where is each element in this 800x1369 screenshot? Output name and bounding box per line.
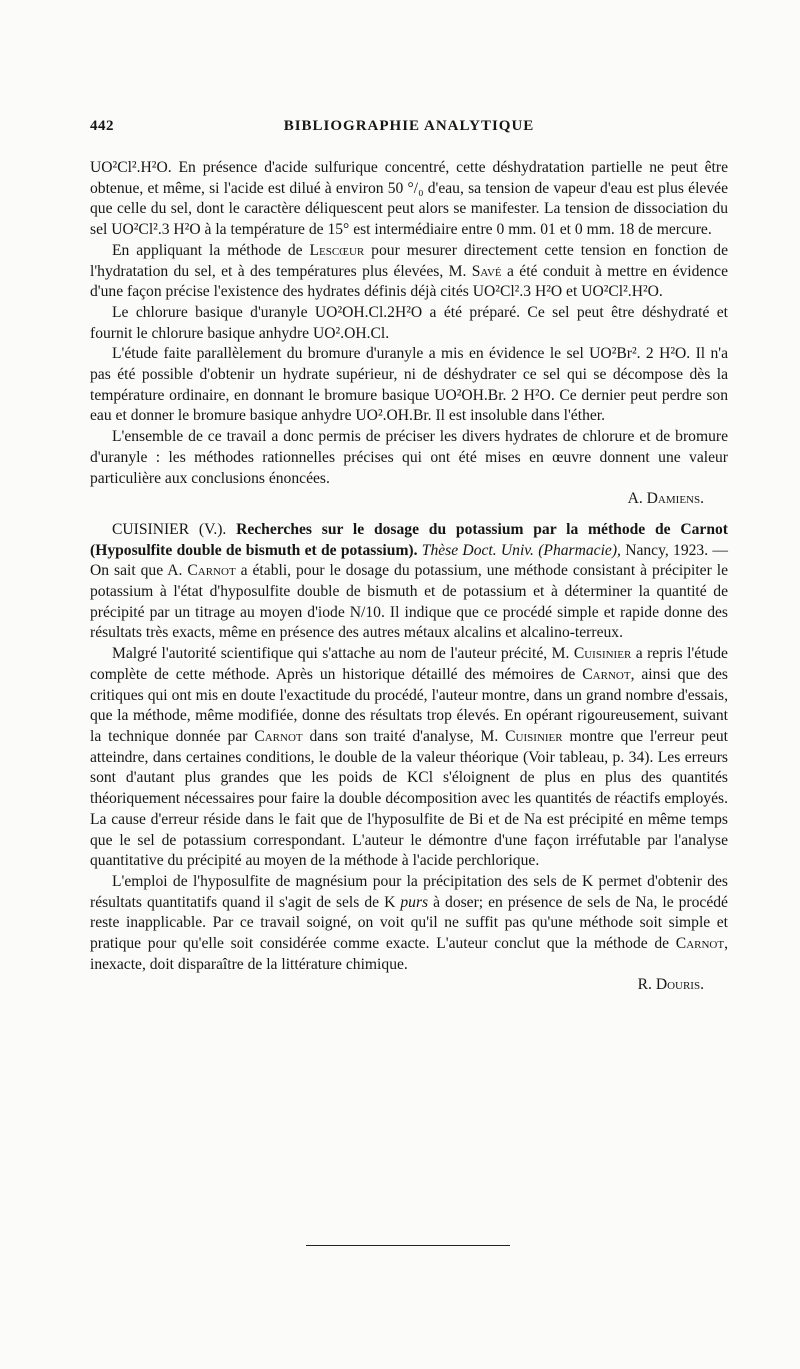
section-rule: [306, 1245, 510, 1246]
text-run: dans son traité d'analyse, M.: [302, 727, 506, 745]
paragraph: UO²Cl².H²O. En présence d'acide sulfurique concentré, cette déshydratation partielle ne peut être obtenue, et même, si l'acide est dilué à environ 50 °/₀ d'eau, sa tension de vapeur d'eau est plus élevée que celle du sel, dont le caractère déliquescent peut alors se manifester. La tension de dissociation du sel UO²Cl².3 H²O à la température de 15° est intermédiaire entre 0 mm. 01 et 0 mm. 18 de mercure.: [90, 159, 728, 239]
signature: A. Damiens.: [627, 490, 704, 508]
running-title: BIBLIOGRAPHIE ANALYTIQUE: [283, 118, 535, 134]
author-name: Carnot: [254, 727, 303, 745]
page-body: [90, 158, 728, 996]
page-header: [90, 118, 728, 140]
page-number: 442: [90, 118, 114, 134]
text-run: a été conduit à mettre en évidence d'une façon précise l'existence des hydrates définis déjà cités UO²Cl².3 H²O et UO²Cl².H²O.: [90, 262, 728, 301]
text-run: purs: [400, 893, 429, 911]
signature: R. Douris.: [637, 976, 704, 994]
paragraph: Le chlorure basique d'uranyle UO²OH.Cl.2H²O a été préparé. Ce sel peut être déshydraté et fournit le chlorure basique anhydre UO².OH.Cl.: [90, 303, 728, 342]
author-name: Lescœur: [309, 241, 365, 259]
paragraph: L'ensemble de ce travail a donc permis de préciser les divers hydrates de chlorure et de bromure d'uranyle : les méthodes rationnelles précises qui ont été mises en œuvre donnent une valeur particulière aux conclusions énoncées.: [90, 428, 728, 487]
section-spacer: [90, 510, 728, 520]
author-name: Cuisinier: [573, 645, 632, 663]
entry-author: CUISINIER (V.).: [112, 520, 237, 538]
paragraph: [90, 872, 728, 976]
entry-source: Thèse Doct. Univ. (Pharmacie),: [417, 541, 621, 559]
text-run: à doser; en présence de sels de Na, le procédé reste inapplicable. Par ce travail soigné, on voit qu'il ne suffit pas qu'une méthode soit simple et pratique pour qu'elle soit considérée comme exacte. L'auteur conclut que la méthode de: [90, 893, 728, 953]
author-name: Carnot: [675, 935, 725, 953]
text-run: L'emploi de l'hyposulfite de magnésium pour la précipitation des sels de K permet d'obtenir des résultats quantitatifs quand il s'agit de sels de K: [90, 872, 728, 911]
text-run: En appliquant la méthode de: [112, 241, 310, 259]
text-run: a établi, pour le dosage du potassium, une méthode consistant à précipiter le potassium à l'état d'hyposulfite double de bismuth et de potassium et à déterminer la quantité de précipité par un titrage au moyen d'iode N/10. Il indique que ce procédé simple et rapide donne des résultats très exacts, même en présence des autres métaux alcalins et alcalino-terreux.: [90, 562, 728, 642]
author-name: Cuisinier: [505, 727, 563, 745]
entry-title: Recherches sur le dosage du potassium par la méthode de Carnot (Hyposulfite double de bismuth et de potassium).: [90, 520, 728, 559]
text-run: Malgré l'autorité scientifique qui s'attache au nom de l'auteur précité, M.: [112, 645, 574, 663]
text-run: Nancy, 1923. — On sait que A.: [90, 541, 728, 580]
paragraph: [90, 241, 728, 303]
text-run: pour mesurer directement cette tension en fonction de l'hydratation du sel, et à des températures plus élevées, M.: [90, 241, 728, 280]
paragraph: L'étude faite parallèlement du bromure d'uranyle a mis en évidence le sel UO²Br². 2 H²O. Il n'a pas été possible d'obtenir un hydrate supérieur, ni de déshydrater ce sel qui se décompose dès la température ordinaire, en donnant le bromure basique UO²OH.Br. 2 H²O. Ce dernier peut perdre son eau et donner le bromure basique anhydre UO².OH.Br. Il est insoluble dans l'éther.: [90, 345, 728, 425]
paragraph: [90, 644, 728, 872]
text-run: , ainsi que des critiques qui ont mis en doute l'exactitude du procédé, l'auteur montre, dans un grand nombre d'essais, que la méthode, même modifiée, donne des résultats trop élevés. En opérant rigoureusement, suivant la technique donnée par: [90, 665, 728, 745]
text-run: , inexacte, doit disparaître de la littérature chimique.: [90, 935, 728, 973]
text-run: montre que l'erreur peut atteindre, dans certaines conditions, le double de la valeur théorique (Voir tableau, p. 34). Les erreurs sont d'autant plus grandes que les poids de KCl s'éloignent de plus en plus des quantités théoriquement nécessaires pour faire la double décomposition avec les quantités de réactifs employés. La cause d'erreur réside dans le fait que de l'hyposulfite de Bi et de Na est précipité en même temps que le sel de potassium correspondant. L'auteur le démontre d'une façon irréfutable par l'analyse quantitative du précipité au moyen de la méthode à l'acide perchlorique.: [90, 727, 728, 870]
bibliographic-entry: [90, 520, 728, 644]
author-name: Savé: [471, 262, 502, 280]
author-name: Carnot: [582, 665, 631, 683]
text-run: a repris l'étude complète de cette méthode. Après un historique détaillé des mémoires de: [90, 645, 728, 683]
author-name: Carnot: [187, 562, 236, 580]
